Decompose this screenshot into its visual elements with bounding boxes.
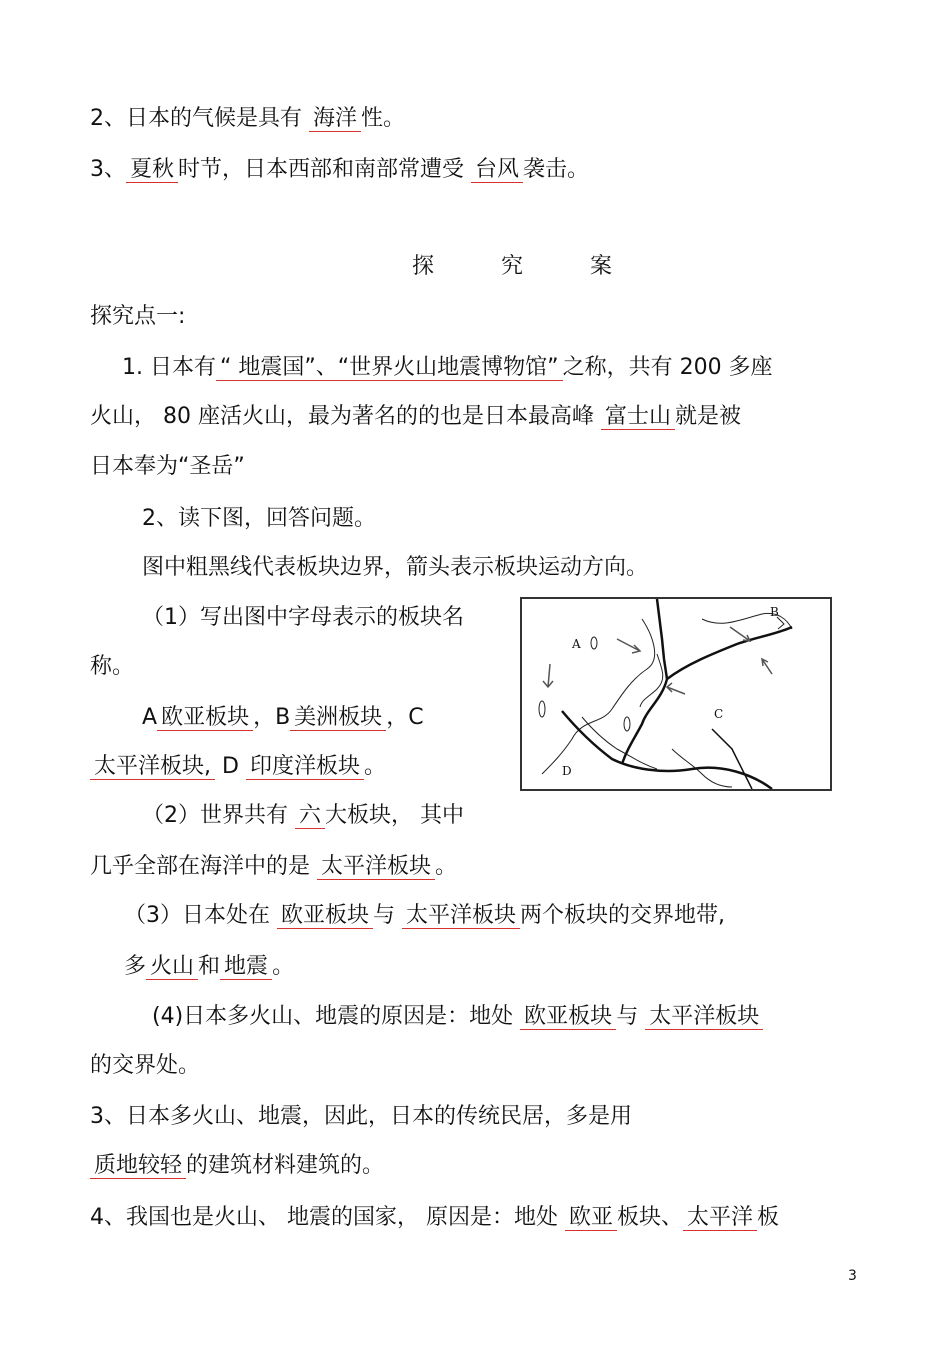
q3-mid: 时节，日本西部和南部常遭受 xyxy=(178,157,472,182)
map-label-b: B xyxy=(770,605,779,619)
p2-q2-prefix: （2）世界共有 xyxy=(142,803,295,828)
p3-line1: 3、日本多火山、地震，因此，日本的传统民居，多是用 xyxy=(90,1104,632,1129)
p2-q3-answer-2: 太平洋板块 xyxy=(402,903,520,929)
p2-q4-line2: 的交界处。 xyxy=(90,1053,201,1078)
point-one-heading: 探究点一: xyxy=(90,304,186,329)
p2-q3-line2-answer-2: 地震 xyxy=(220,954,272,980)
q2-prefix: 2、日本的气候是具有 xyxy=(90,106,309,131)
p1-answer: “ 地震国”、“世界火山地震博物馆” xyxy=(216,355,563,381)
p2-q2-line1 xyxy=(142,801,464,831)
plate-map-figure xyxy=(522,599,830,789)
plate-boundary-map xyxy=(520,597,832,791)
p4-answer-1: 欧亚 xyxy=(565,1205,617,1231)
plate-d-suffix: 。 xyxy=(363,754,386,779)
p2-q3-line2-answer-1: 火山 xyxy=(146,954,198,980)
p1-suffix: 之称，共有 200 多座 xyxy=(562,355,773,380)
map-label-c: C xyxy=(714,707,724,721)
p2-q1-line2: 称。 xyxy=(90,654,135,679)
p2-q3-suffix: 两个板块的交界地带, xyxy=(520,903,726,928)
plate-d-label: D xyxy=(222,754,246,779)
p2-q2-answer: 六 xyxy=(295,803,325,829)
p2-q3-answer-1: 欧亚板块 xyxy=(277,903,373,929)
p1-prefix: 1. 日本有 xyxy=(122,355,216,380)
p4-answer-2: 太平洋 xyxy=(683,1205,757,1231)
p2-q2-line2-suffix: 。 xyxy=(435,854,458,879)
map-label-d: D xyxy=(562,764,572,778)
p2-q2-line2-answer: 太平洋板块 xyxy=(317,854,435,880)
plate-b-answer: 美洲板块 xyxy=(290,705,386,731)
q3-line xyxy=(90,155,589,185)
q2-answer: 海洋 xyxy=(309,106,361,132)
p3-answer: 质地较轻 xyxy=(90,1153,186,1179)
p2-q3-mid: 与 xyxy=(373,903,403,928)
q3-answer-2: 台风 xyxy=(471,157,523,183)
p2-q2-line2-prefix: 几乎全部在海洋中的是 xyxy=(90,854,317,879)
p2-q3-line2-mid: 和 xyxy=(198,954,221,979)
p4-line xyxy=(90,1203,779,1233)
p3-suffix: 的建筑材料建筑的。 xyxy=(186,1153,385,1178)
p2-heading: 2、读下图，回答问题。 xyxy=(142,506,376,531)
p4-suffix: 板 xyxy=(757,1205,780,1230)
p4-mid: 板块、 xyxy=(617,1205,684,1230)
p2-abc-line xyxy=(142,703,424,733)
p3-line2 xyxy=(90,1151,384,1181)
map-label-a: A xyxy=(572,637,581,651)
p2-q4-answer-2: 太平洋板块 xyxy=(645,1004,763,1030)
p2-q3-line2-suffix: 。 xyxy=(272,954,295,979)
p4-prefix: 4、我国也是火山、 地震的国家， 原因是：地处 xyxy=(90,1205,565,1230)
p2-q4-line1 xyxy=(152,1002,763,1032)
p2-q4-answer-1: 欧亚板块 xyxy=(520,1004,616,1030)
p1-line2-suffix: 就是被 xyxy=(675,404,742,429)
p1-line2-prefix: 火山， 80 座活火山，最为著名的的也是日本最高峰 xyxy=(90,404,601,429)
plate-c-label: ，C xyxy=(386,705,424,730)
p2-q4-mid: 与 xyxy=(616,1004,646,1029)
p2-desc: 图中粗黑线代表板块边界，箭头表示板块运动方向。 xyxy=(142,555,649,580)
section-title: 探 究 案 xyxy=(412,254,642,279)
p2-cd-line xyxy=(90,752,386,782)
q3-suffix: 袭击。 xyxy=(523,157,590,182)
p2-q2-suffix: 大板块， 其中 xyxy=(325,803,465,828)
plate-a-answer: 欧亚板块 xyxy=(157,705,253,731)
p2-q1-line1: （1）写出图中字母表示的板块名 xyxy=(142,605,464,630)
p1-line3: 日本奉为“圣岳” xyxy=(90,454,245,479)
p1-line1 xyxy=(122,353,773,383)
page-number: 3 xyxy=(848,1268,857,1284)
p2-q3-line1 xyxy=(124,901,725,931)
plate-a-label: A xyxy=(142,705,158,730)
p2-q2-line2 xyxy=(90,852,457,882)
p2-q4-prefix: (4)日本多火山、地震的原因是：地处 xyxy=(152,1004,521,1029)
plate-d-answer: 印度洋板块 xyxy=(246,754,364,780)
plate-c-answer: 太平洋板块, xyxy=(90,754,215,780)
p2-q3-prefix: （3）日本处在 xyxy=(124,903,277,928)
q2-suffix: 性。 xyxy=(361,106,406,131)
q3-answer-1: 夏秋 xyxy=(126,157,178,183)
p2-q3-line2 xyxy=(124,952,294,982)
p1-line2 xyxy=(90,402,741,432)
p2-q3-line2-prefix: 多 xyxy=(124,954,147,979)
plate-b-label: ，B xyxy=(253,705,291,730)
q3-prefix: 3、 xyxy=(90,157,126,182)
p1-line2-answer: 富士山 xyxy=(601,404,675,430)
q2-line xyxy=(90,104,405,134)
